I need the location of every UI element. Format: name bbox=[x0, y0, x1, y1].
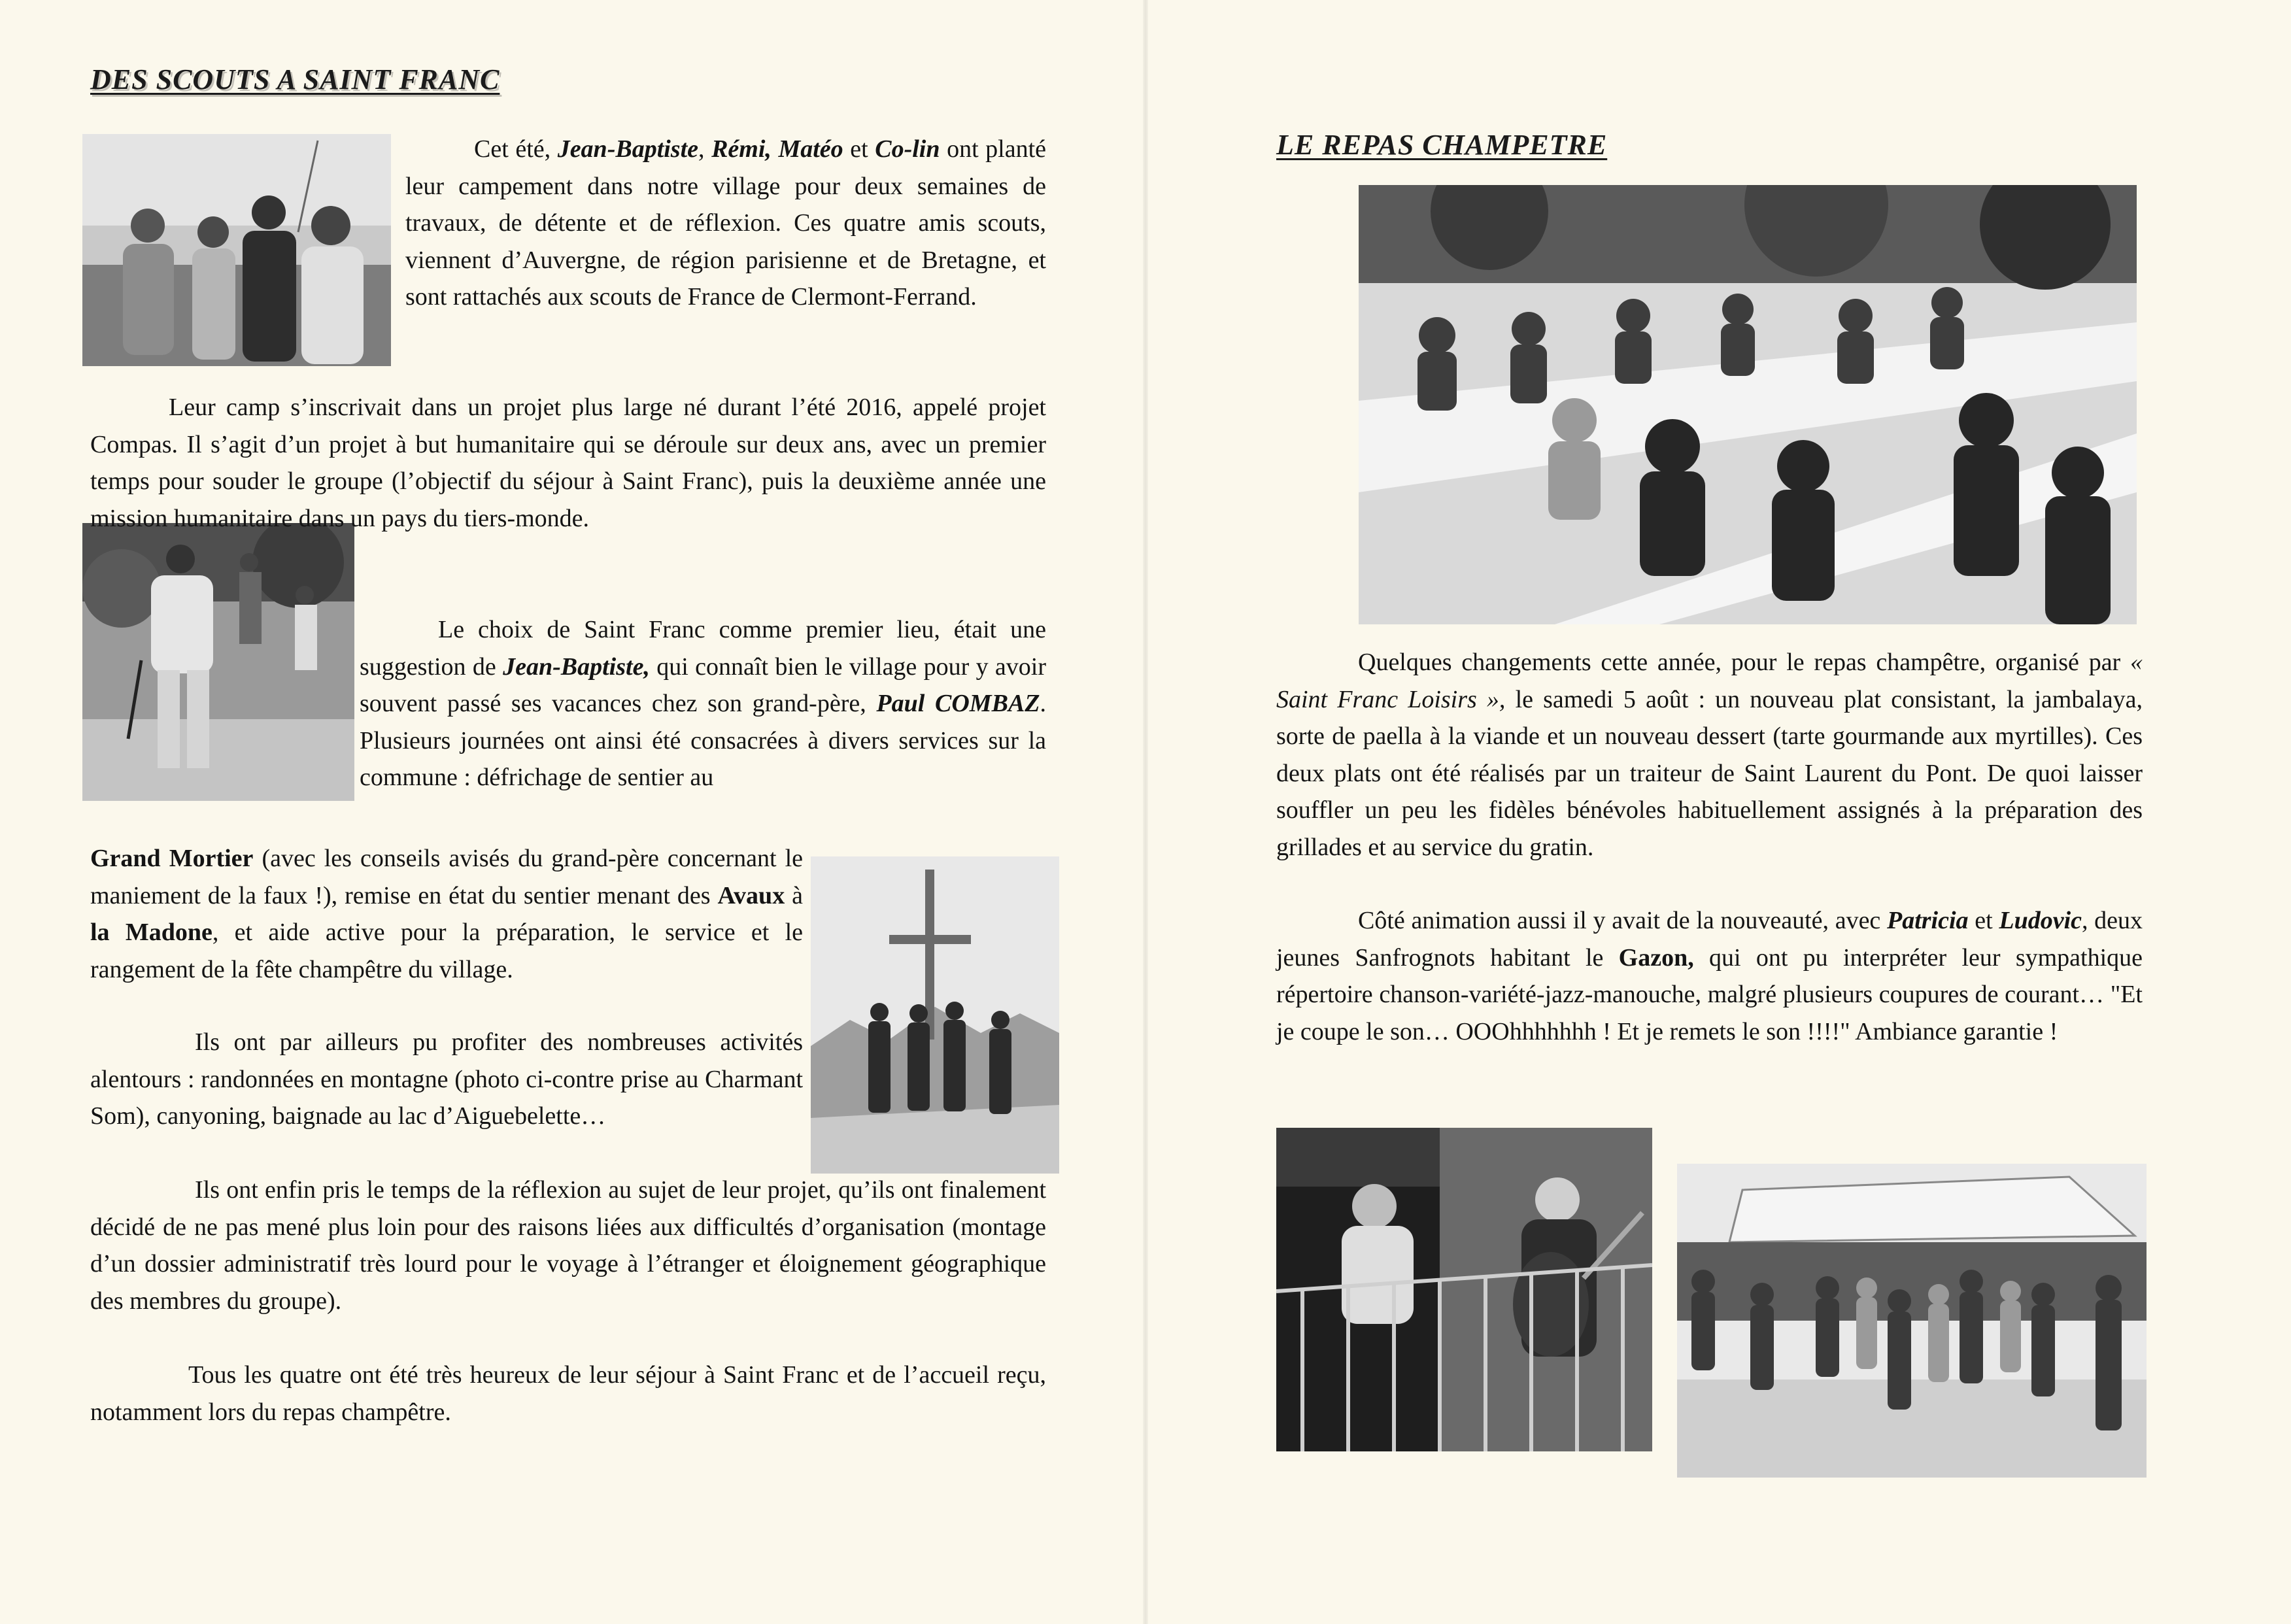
name-jean-baptiste-2: Jean-Baptiste, bbox=[503, 652, 650, 681]
left-title: DES SCOUTS A SAINT FRANC bbox=[90, 63, 500, 95]
left-paragraph-3 bbox=[360, 611, 1046, 796]
photo-path-clearing bbox=[82, 523, 354, 801]
text-p3-d: (avec les conseils avisés du grand-père concernant le maniement de la faux !), remise en état du sentier menant des bbox=[90, 845, 804, 909]
name-remi-mateo: Rémi, Matéo bbox=[711, 135, 843, 163]
photo-banquet bbox=[1359, 185, 2137, 624]
name-patricia: Patricia bbox=[1887, 907, 1969, 934]
text-r-p1-b: le samedi 5 août : un nouveau plat consistant, la jambalaya, sorte de paella à la viande et un nouveau dessert (tarte gourmande aux myrtilles). Ces deux plats ont été réalisés par un traiteur de Saint Laurent du Pont. De quoi laisser souffler un peu les fidèles bénévoles habituellement assignés à la préparation des grillades et au service du gratin. bbox=[1276, 685, 2143, 861]
place-madone: la Madone bbox=[90, 919, 212, 946]
text-r-p1-a: Quelques changements cette année, pour le repas champêtre, organisé par bbox=[1358, 649, 2121, 676]
text-p1-rest: ont planté leur campement dans notre village pour deux semaines de travaux, de détente et de réflexion. Ces quatre amis scouts, viennent d’Auvergne, de région parisienne et de Bretagne, et sont rattachés aux scouts de France de Clermont-Ferrand. bbox=[405, 135, 1047, 311]
left-paragraph-5: Ils ont enfin pris le temps de la réflexion au sujet de leur projet, qu’ils ont finalement décidé de ne pas mené plus loin pour des raisons liées aux difficultés d’organisation (montage d’un dossier administratif très lourd pour le voyage à l’étranger et éloignement géographique des membres du groupe). bbox=[90, 1176, 1046, 1315]
text-r-p2-c: qui ont pu interpréter leur sympathique répertoire chanson-variété-jazz-manouche, malgré plusieurs coupures de courant… "Et je coupe le son… OOOhhhhhhh ! Et je remets le son !!!!" Ambiance garantie ! bbox=[1276, 943, 2143, 1045]
text-r-and: et bbox=[1975, 907, 1993, 934]
name-colin: Co-lin bbox=[875, 135, 940, 163]
right-page bbox=[1146, 0, 2291, 1624]
photo-scouts-group bbox=[82, 134, 391, 366]
place-gazon: Gazon, bbox=[1618, 943, 1694, 972]
org-saint-franc-loisirs: « Saint Franc Loisirs », bbox=[1276, 649, 2143, 713]
text-p3-a: Le choix de Saint Franc comme premier lieu, était une suggestion de bbox=[360, 616, 1046, 681]
name-paul-combaz: Paul COMBAZ bbox=[876, 690, 1040, 717]
left-paragraph-1: Cet été, Jean-Baptiste, Rémi, Matéo et Co-lin ont planté leur campement dans notre village pour deux semaines de travaux, de détente et de réflexion. Ces quatre amis scouts, viennent d’Auvergne, de région parisienne et de Bretagne, et sont rattachés aux scouts de France de Clermont-Ferrand. bbox=[405, 135, 1047, 311]
place-avaux: Avaux bbox=[717, 881, 785, 909]
right-paragraph-1 bbox=[1276, 644, 2143, 866]
text-r-p2-a: Côté animation aussi il y avait de la nouveauté, avec bbox=[1358, 907, 1881, 934]
name-ludovic: Ludovic bbox=[1999, 907, 2082, 934]
photo-musicians bbox=[1276, 1128, 1652, 1451]
left-paragraph-6: Tous les quatre ont été très heureux de leur séjour à Saint Franc et de l’accueil reçu, notamment lors du repas champêtre. bbox=[90, 1361, 1046, 1426]
photo-crowd bbox=[1677, 1164, 2147, 1478]
left-paragraph-2: Leur camp s’inscrivait dans un projet plus large né durant l’été 2016, appelé projet Compas. Il s’agit d’un projet à but humanitaire qui se déroule sur deux ans, avec un premier temps pour souder le groupe (l’objectif du séjour à Saint Franc), puis la deuxième année une mission humanitaire dans un pays du tiers-monde. bbox=[90, 394, 1046, 532]
text-p3-c: . Plusieurs journées ont ainsi été consacrées à divers services sur la commune : défrichage de sentier au bbox=[360, 690, 1047, 791]
text-p3-b: qui connaît bien le village pour y avoir souvent passé ses vacances chez son grand-père, bbox=[360, 652, 1047, 717]
left-paragraph-3-cont bbox=[90, 840, 803, 988]
photo-summit-cross bbox=[811, 856, 1059, 1174]
text-r-p2-b: , deux jeunes Sanfrognots habitant le bbox=[1276, 907, 2143, 972]
text-a: à bbox=[792, 881, 804, 909]
place-grand-mortier: Grand Mortier bbox=[90, 845, 254, 872]
right-title: LE REPAS CHAMPETRE bbox=[1276, 129, 1608, 161]
text-p3-e: , et aide active pour la préparation, le service et le rangement de la fête champêtre du village. bbox=[90, 919, 803, 983]
right-paragraph-2 bbox=[1276, 902, 2143, 1050]
left-paragraph-4: Ils ont par ailleurs pu profiter des nombreuses activités alentours : randonnées en montagne (photo ci-contre prise au Charmant Som), canyoning, baignade au lac d’Aiguebelette… bbox=[90, 1028, 803, 1130]
name-jean-baptiste: Jean-Baptiste bbox=[557, 135, 699, 163]
text-and: et bbox=[850, 135, 868, 163]
text-cet-ete: Cet été, bbox=[474, 135, 551, 163]
